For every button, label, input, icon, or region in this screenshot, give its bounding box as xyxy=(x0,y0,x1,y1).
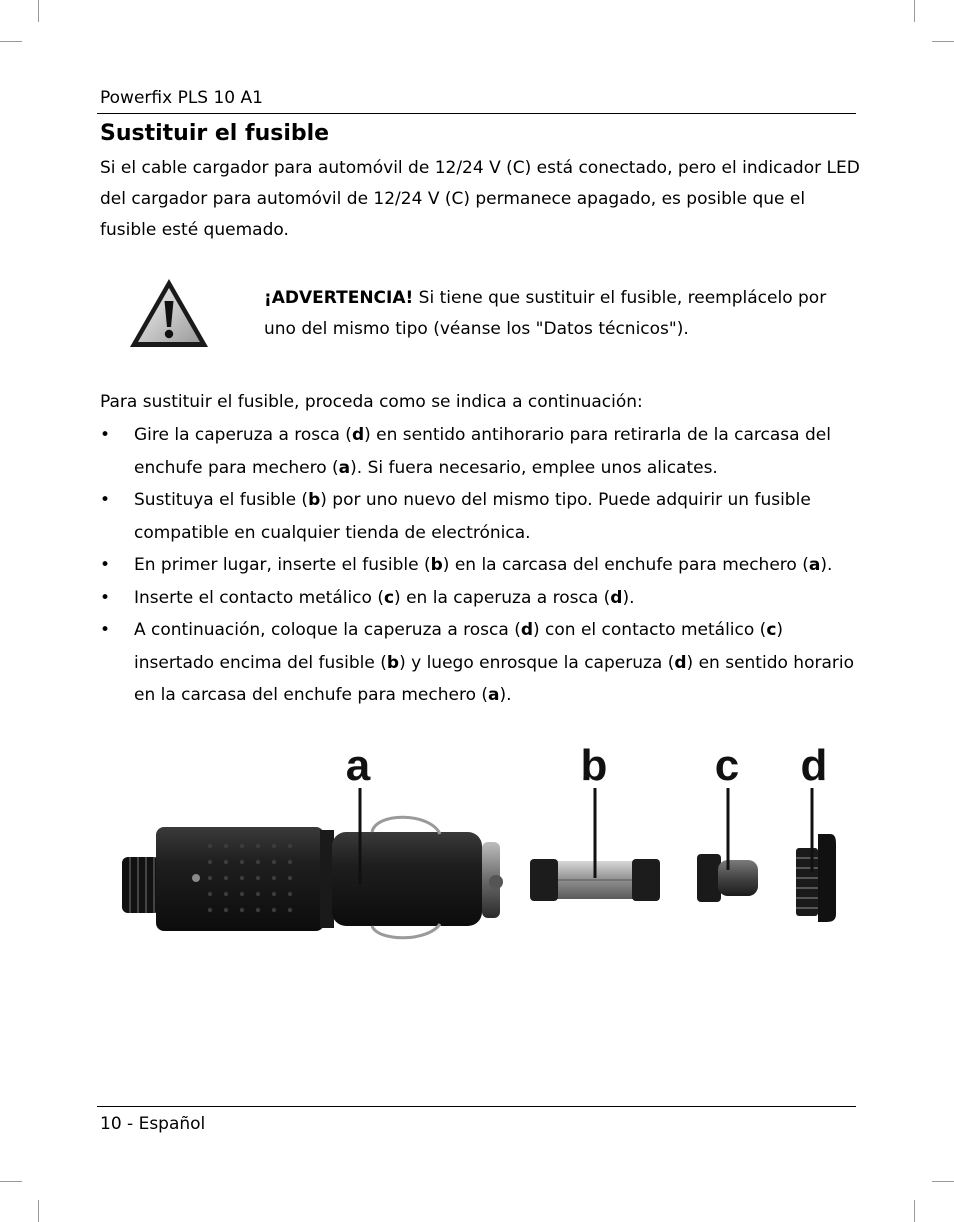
step-text: A continuación, coloque la caperuza a rosca ( xyxy=(134,620,521,640)
step-text: Gire la caperuza a rosca ( xyxy=(134,425,352,445)
fuse-parts-figure xyxy=(110,742,850,942)
step-text: En primer lugar, inserte el fusible ( xyxy=(134,555,431,575)
figure-label-a: a xyxy=(345,742,371,790)
part-reference: a xyxy=(338,457,351,478)
section-title: Sustituir el fusible xyxy=(100,121,330,146)
step-text: ) por uno nuevo del mismo tipo. Puede adquirir un fusible compatible en cualquier tienda de electrónica. xyxy=(134,490,811,543)
crop-mark xyxy=(38,0,39,22)
warning-triangle-icon xyxy=(128,277,210,349)
part-reference: c xyxy=(766,620,777,640)
figure-label-b: b xyxy=(580,742,608,790)
warning-body: Si tiene que sustituir el fusible, reemplácelo por uno del mismo tipo (véanse los "Datos técnicos"). xyxy=(264,288,827,339)
step-item xyxy=(100,419,860,484)
part-reference: d xyxy=(520,620,533,640)
step-item xyxy=(100,614,860,712)
figure-label-c: c xyxy=(714,742,740,790)
warning-label: ¡ADVERTENCIA! xyxy=(264,288,414,308)
part-reference: c xyxy=(383,587,395,608)
step-text: Sustituya el fusible ( xyxy=(134,490,309,510)
crop-mark xyxy=(932,41,954,42)
header-rule xyxy=(97,113,856,114)
part-reference: d xyxy=(610,587,623,608)
footer-rule xyxy=(97,1106,856,1107)
plug-housing-part xyxy=(122,817,503,938)
figure-label-d: d xyxy=(800,742,828,790)
crop-mark xyxy=(932,1181,954,1182)
page-number: 10 - Español xyxy=(100,1114,206,1134)
part-reference: a xyxy=(808,555,821,575)
part-reference: d xyxy=(351,425,365,445)
step-text: ) en sentido antihorario para retirarla de la carcasa del enchufe para mechero ( xyxy=(134,425,831,478)
running-header: Powerfix PLS 10 A1 xyxy=(100,88,263,108)
step-text: ). xyxy=(622,587,635,608)
step-text: ). xyxy=(820,555,833,575)
step-text: ) en la carcasa del enchufe para mechero ( xyxy=(442,555,809,575)
steps-list xyxy=(100,419,860,712)
step-text: ). Si fuera necesario, emplee unos alicates. xyxy=(350,457,718,478)
part-reference: b xyxy=(430,555,443,575)
crop-mark xyxy=(38,1200,39,1222)
step-item xyxy=(100,484,860,549)
part-reference: d xyxy=(674,652,687,673)
part-reference: b xyxy=(386,652,400,673)
crop-mark xyxy=(0,41,22,42)
crop-mark xyxy=(914,0,915,22)
part-reference: b xyxy=(308,490,321,510)
step-text: ) en sentido horario en la carcasa del enchufe para mechero ( xyxy=(134,652,854,705)
procedure-intro: Para sustituir el fusible, proceda como se indica a continuación: xyxy=(100,392,643,412)
step-text: ) con el contacto metálico ( xyxy=(533,620,767,640)
step-text: ) insertado encima del fusible ( xyxy=(134,620,784,673)
intro-paragraph: Si el cable cargador para automóvil de 12/24 V (C) está conectado, pero el indicador LED del cargador para automóvil de 12/24 V (C) permanece apagado, es posible que el fusible esté quemado. xyxy=(100,158,860,240)
crop-mark xyxy=(914,1200,915,1222)
screw-cap-part xyxy=(796,834,836,922)
step-text: ) y luego enrosque la caperuza ( xyxy=(399,652,675,673)
step-text: Inserte el contacto metálico ( xyxy=(134,587,384,608)
step-item xyxy=(100,549,860,582)
step-text: ) en la caperuza a rosca ( xyxy=(394,587,611,608)
crop-mark xyxy=(0,1181,22,1182)
step-item xyxy=(100,582,860,615)
part-reference: a xyxy=(488,685,500,705)
step-text: ). xyxy=(499,685,512,705)
warning-text xyxy=(264,283,854,345)
